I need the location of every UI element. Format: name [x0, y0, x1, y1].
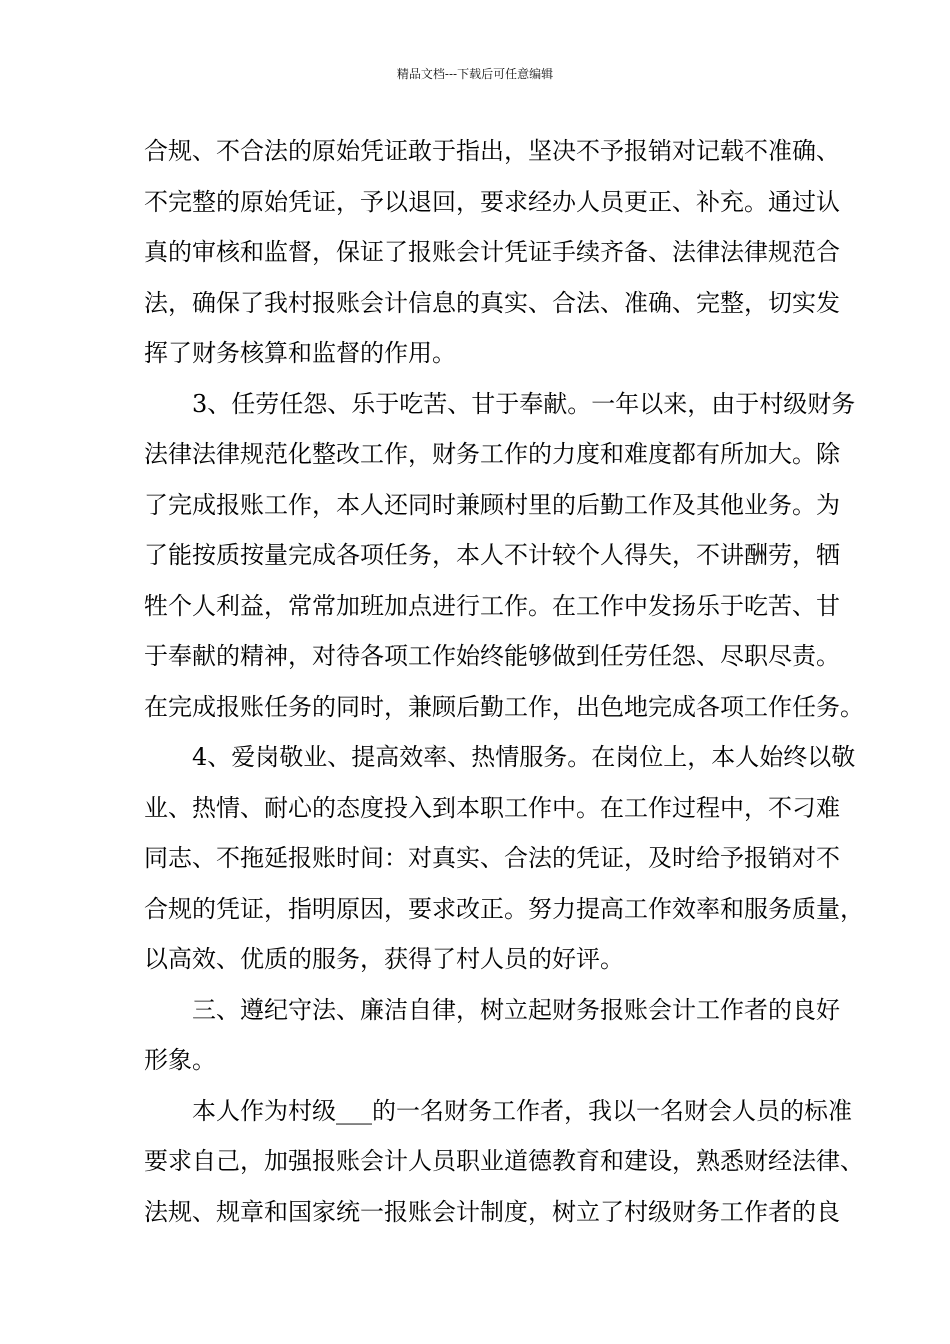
text-line: 不完整的原始凭证，予以退回，要求经办人员更正、补充。通过认	[144, 187, 840, 216]
text-line: 合规、不合法的原始凭证敢于指出，坚决不予报销对记载不准确、	[144, 137, 840, 165]
text-line: 挥了财务核算和监督的作用。	[144, 339, 456, 367]
text-line: 业、热情、耐心的态度投入到本职工作中。在工作过程中，不刁难	[144, 793, 840, 822]
document-body	[144, 126, 864, 1237]
section-heading-line: 三、遵纪守法、廉洁自律，树立起财务报账会计工作者的良好	[192, 995, 840, 1024]
text-line: 法律法律规范化整改工作，财务工作的力度和难度都有所加大。除	[144, 440, 840, 468]
text-line: 法规、规章和国家统一报账会计制度，树立了村级财务工作者的良	[144, 1197, 840, 1226]
text-line: 以高效、优质的服务，获得了村人员的好评。	[144, 945, 624, 973]
page-header: 精品文档---下载后可任意编辑	[396, 67, 554, 81]
text-line: 了能按质按量完成各项任务，本人不计较个人得失，不讲酬劳，牺	[144, 541, 840, 569]
text-line: 在完成报账任务的同时，兼顾后勤工作，出色地完成各项工作任务。	[144, 692, 864, 721]
text-line: 形象。	[144, 1046, 216, 1074]
text-line: 要求自己，加强报账会计人员职业道德教育和建设，熟悉财经法律、	[144, 1147, 864, 1175]
text-line: 于奉献的精神，对待各项工作始终能够做到任劳任怨、尽职尽责。	[144, 642, 840, 670]
text-line: 真的审核和监督，保证了报账会计凭证手续齐备、法律法律规范合	[144, 238, 840, 266]
text-line: 同志、不拖延报账时间：对真实、合法的凭证，及时给予报销对不	[144, 844, 840, 872]
text-line: 牲个人利益，常常加班加点进行工作。在工作中发扬乐于吃苦、甘	[144, 591, 840, 620]
paragraph-start-line: 4、爱岗敬业、提高效率、热情服务。在岗位上，本人始终以敬	[192, 743, 856, 771]
text-line: 法，确保了我村报账会计信息的真实、合法、准确、完整，切实发	[144, 288, 840, 317]
paragraph-start-line: 本人作为村级___的一名财务工作者，我以一名财会人员的标准	[192, 1096, 852, 1125]
text-line: 了完成报账工作，本人还同时兼顾村里的后勤工作及其他业务。为	[144, 490, 840, 519]
paragraph-start-line: 3、任劳任怨、乐于吃苦、甘于奉献。一年以来，由于村级财务	[192, 389, 856, 418]
text-line: 合规的凭证，指明原因，要求改正。努力提高工作效率和服务质量，	[144, 894, 864, 923]
